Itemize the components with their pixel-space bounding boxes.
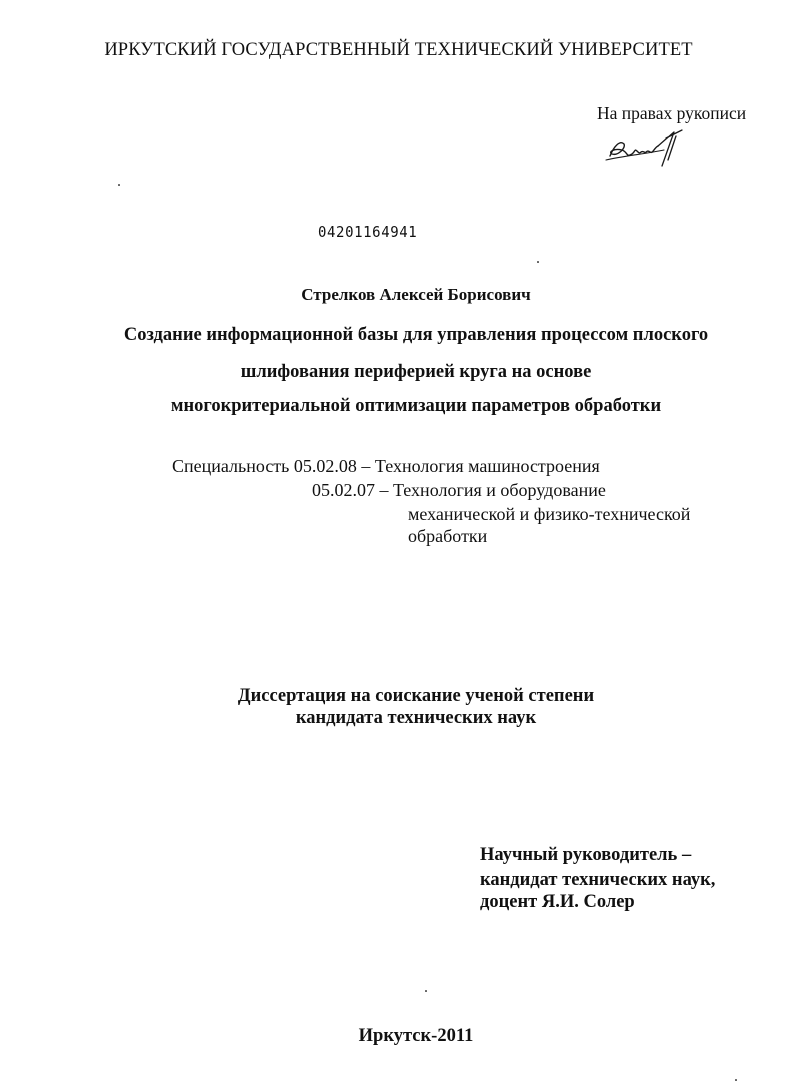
specialty-line-4: обработки: [408, 526, 488, 546]
advisor-line-1: Научный руководитель –: [480, 845, 692, 865]
scan-speck: [735, 1079, 737, 1081]
advisor-line-2: кандидат технических наук,: [480, 870, 716, 890]
manuscript-rights-note: На правах рукописи: [597, 103, 747, 123]
city-year: Иркутск-2011: [358, 1026, 474, 1046]
university-name: ИРКУТСКИЙ ГОСУДАРСТВЕННЫЙ ТЕХНИЧЕСКИЙ УНИВЕРСИТЕТ: [104, 40, 693, 60]
degree-line-2: кандидата технических наук: [295, 708, 537, 728]
author-signature: [604, 126, 688, 170]
degree-line-1: Диссертация на соискание ученой степени: [237, 686, 595, 706]
specialty-line-1: Специальность 05.02.08 – Технология машиностроения: [172, 456, 600, 476]
advisor-line-3: доцент Я.И. Солер: [480, 892, 635, 912]
scan-speck: [425, 990, 427, 992]
dissertation-title-line-2: шлифования периферией круга на основе: [240, 362, 592, 382]
scan-speck: [537, 261, 539, 263]
specialty-line-3: механической и физико-технической: [408, 504, 691, 524]
author-name: Стрелков Алексей Борисович: [301, 285, 531, 304]
scan-speck: [118, 184, 120, 186]
dissertation-title-line-1: Создание информационной базы для управления процессом плоского: [123, 325, 709, 345]
dissertation-title-line-3: многокритериальной оптимизации параметров обработки: [170, 396, 662, 416]
specialty-line-2: 05.02.07 – Технология и оборудование: [312, 480, 606, 500]
archive-code: 04201164941: [318, 224, 418, 242]
